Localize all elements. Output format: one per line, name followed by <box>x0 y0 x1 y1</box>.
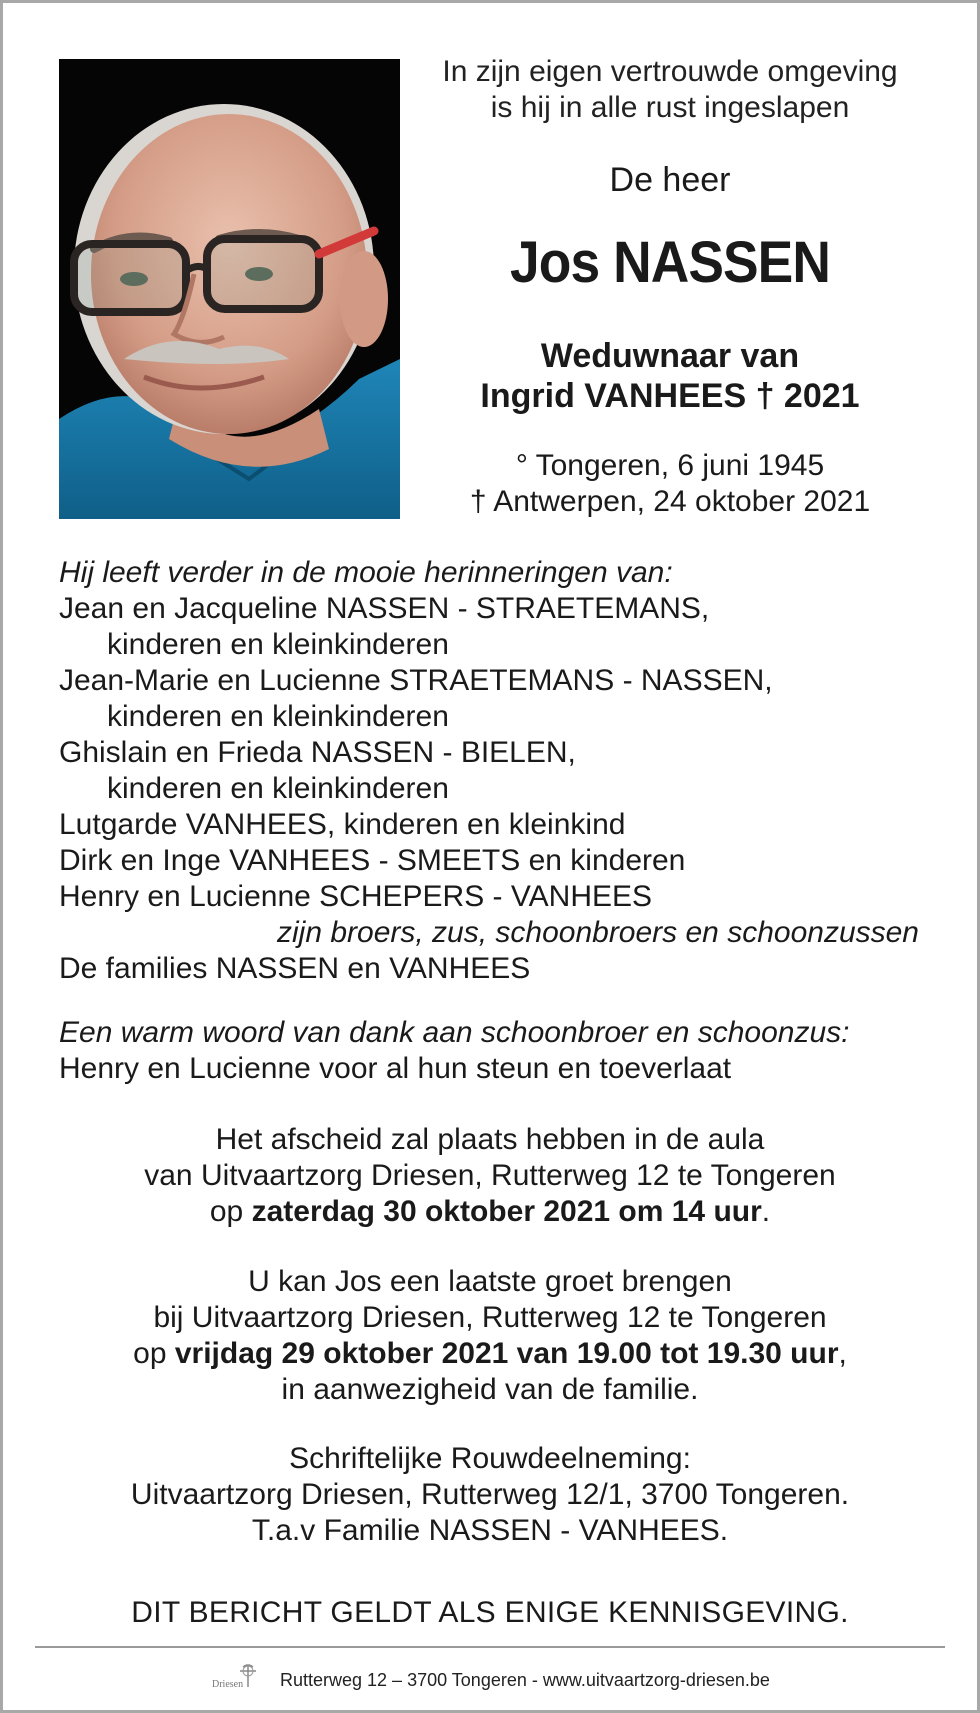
visit-line: in aanwezigheid van de familie. <box>281 1373 699 1406</box>
deceased-name: Jos NASSEN <box>510 230 830 295</box>
intro-text <box>420 54 920 126</box>
mourners-list <box>59 555 939 987</box>
portrait-photo <box>59 59 400 519</box>
relation-note: zijn broers, zus, schoonbroers en schoonzussen <box>276 916 919 949</box>
ceremony-info <box>0 1122 980 1230</box>
footer <box>0 1655 980 1705</box>
visit-suffix: , <box>838 1337 847 1370</box>
thanks-heading: Een warm woord van dank aan schoonbroer en schoonzus: <box>59 1016 850 1049</box>
list-item: Jean en Jacqueline NASSEN - STRAETEMANS, <box>59 592 710 625</box>
intro-line: In zijn eigen vertrouwde omgeving <box>442 55 898 88</box>
footer-address: Rutterweg 12 – 3700 Tongeren - www.uitvaartzorg-driesen.be <box>280 1670 770 1690</box>
thanks-section <box>59 1015 939 1087</box>
ceremony-suffix: . <box>761 1195 771 1228</box>
official-notice: DIT BERICHT GELDT ALS ENIGE KENNISGEVING. <box>131 1596 849 1629</box>
list-item: Ghislain en Frieda NASSEN - BIELEN, <box>59 736 576 769</box>
list-item: kinderen en kleinkinderen <box>107 628 449 661</box>
list-item: Dirk en Inge VANHEES - SMEETS en kinderen <box>59 844 686 877</box>
ceremony-date: zaterdag 30 oktober 2021 om 14 uur <box>251 1195 762 1228</box>
list-item: kinderen en kleinkinderen <box>107 700 449 733</box>
visitation-info <box>0 1264 980 1408</box>
widow-line: Weduwnaar van <box>540 337 800 375</box>
widow-line: Ingrid VANHEES † 2021 <box>480 377 860 415</box>
mourners-heading: Hij leeft verder in de mooie herinneringen van: <box>59 556 673 589</box>
intro-line: is hij in alle rust ingeslapen <box>490 91 850 124</box>
list-item: kinderen en kleinkinderen <box>107 772 449 805</box>
visit-line: bij Uitvaartzorg Driesen, Rutterweg 12 te Tongeren <box>153 1301 827 1334</box>
visit-line: U kan Jos een laatste groet brengen <box>248 1265 732 1298</box>
ceremony-line: Het afscheid zal plaats hebben in de aula <box>215 1123 765 1156</box>
footer-divider <box>35 1646 945 1648</box>
death-date: † Antwerpen, 24 oktober 2021 <box>469 485 871 518</box>
ceremony-prefix: op <box>209 1195 252 1228</box>
logo-text: Driesen <box>212 1679 244 1690</box>
list-item: Lutgarde VANHEES, kinderen en kleinkind <box>59 808 626 841</box>
ceremony-line: van Uitvaartzorg Driesen, Rutterweg 12 te Tongeren <box>144 1159 836 1192</box>
condolence-line: Schriftelijke Rouwdeelneming: <box>289 1442 691 1475</box>
condolence-info <box>0 1441 980 1549</box>
visit-date: vrijdag 29 oktober 2021 van 19.00 tot 19.30 uur <box>174 1337 839 1370</box>
condolence-line: Uitvaartzorg Driesen, Rutterweg 12/1, 3700 Tongeren. <box>130 1478 850 1511</box>
visit-datetime <box>0 1336 980 1372</box>
list-item: Henry en Lucienne SCHEPERS - VANHEES <box>59 880 653 913</box>
condolence-line: T.a.v Familie NASSEN - VANHEES. <box>251 1514 729 1547</box>
life-dates <box>420 448 920 520</box>
thanks-text: Henry en Lucienne voor al hun steun en toeverlaat <box>59 1052 732 1085</box>
families-line: De families NASSEN en VANHEES <box>59 952 531 985</box>
list-item: Jean-Marie en Lucienne STRAETEMANS - NASSEN, <box>59 664 773 697</box>
title-prefix: De heer <box>609 161 731 199</box>
birth-date: ° Tongeren, 6 juni 1945 <box>515 449 825 482</box>
widow-info <box>420 336 920 416</box>
ceremony-datetime <box>0 1194 980 1230</box>
driesen-logo <box>210 1661 266 1699</box>
visit-prefix: op <box>133 1337 175 1370</box>
